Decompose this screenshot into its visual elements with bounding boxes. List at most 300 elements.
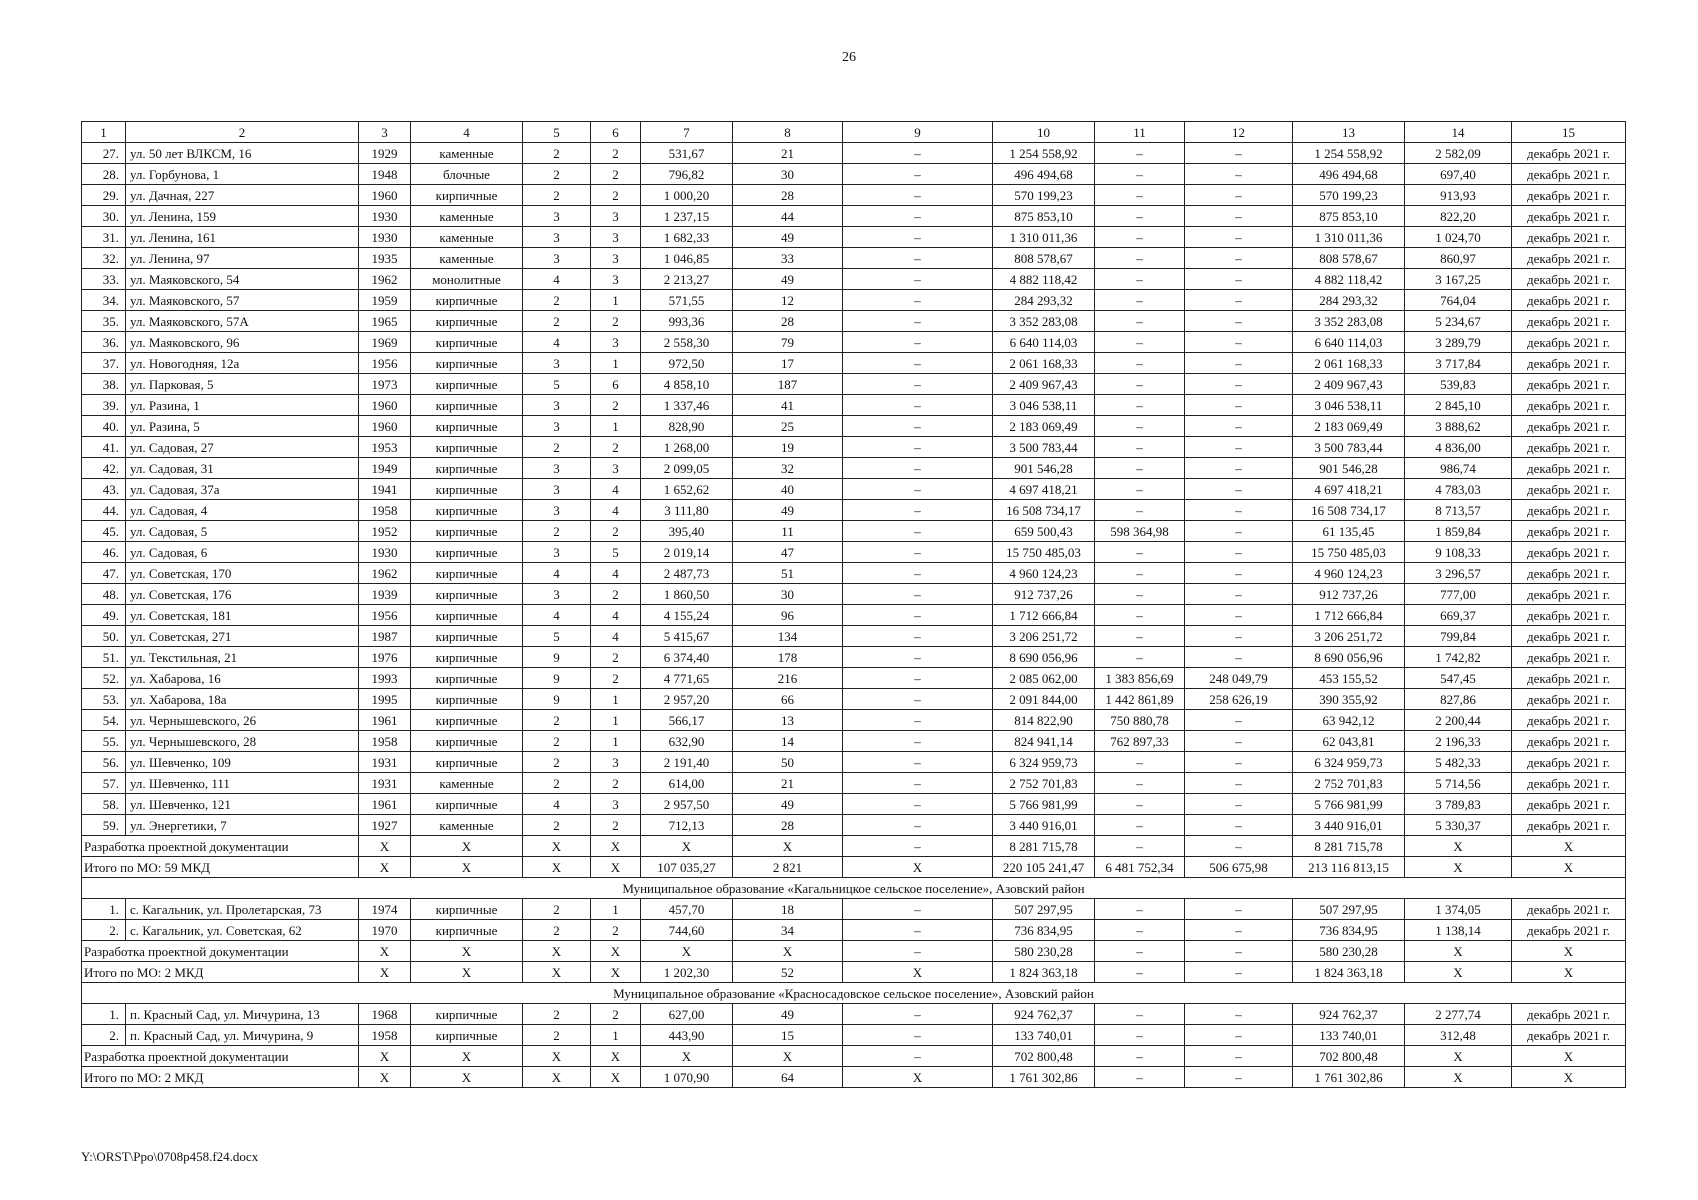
- table-cell: кирпичные: [411, 521, 523, 542]
- table-cell: 134: [733, 626, 843, 647]
- table-cell: 59.: [82, 815, 126, 836]
- table-cell: –: [1185, 773, 1293, 794]
- summary-cell: X: [1405, 1067, 1512, 1088]
- summary-cell: 64: [733, 1067, 843, 1088]
- table-cell: 34: [733, 920, 843, 941]
- summary-cell: 52: [733, 962, 843, 983]
- table-row: [82, 794, 1626, 815]
- table-cell: 912 737,26: [1293, 584, 1405, 605]
- table-cell: 2.: [82, 920, 126, 941]
- summary-cell: X: [359, 857, 411, 878]
- summary-cell: 107 035,27: [641, 857, 733, 878]
- table-row: [82, 185, 1626, 206]
- table-cell: 4: [523, 269, 591, 290]
- table-cell: кирпичные: [411, 689, 523, 710]
- table-cell: 2: [591, 1004, 641, 1025]
- table-cell: 2: [523, 185, 591, 206]
- table-cell: 258 626,19: [1185, 689, 1293, 710]
- address-cell: ул. Садовая, 31: [126, 458, 359, 479]
- table-row: [82, 143, 1626, 164]
- column-number-cell: 12: [1185, 122, 1293, 143]
- summary-cell: 580 230,28: [993, 941, 1095, 962]
- table-cell: 3 167,25: [1405, 269, 1512, 290]
- table-cell: 1: [591, 899, 641, 920]
- table-cell: 3 440 916,01: [993, 815, 1095, 836]
- table-cell: –: [843, 1025, 993, 1046]
- table-cell: 50: [733, 752, 843, 773]
- table-cell: 1 000,20: [641, 185, 733, 206]
- summary-cell: X: [359, 836, 411, 857]
- table-cell: –: [843, 353, 993, 374]
- table-cell: 1969: [359, 332, 411, 353]
- table-cell: 2: [591, 164, 641, 185]
- table-cell: 1961: [359, 794, 411, 815]
- table-cell: декабрь 2021 г.: [1512, 416, 1626, 437]
- table-row: [82, 416, 1626, 437]
- table-cell: 2: [523, 437, 591, 458]
- table-row: [82, 731, 1626, 752]
- table-cell: 901 546,28: [993, 458, 1095, 479]
- summary-cell: 1 824 363,18: [1293, 962, 1405, 983]
- table-cell: 1960: [359, 416, 411, 437]
- table-cell: 15: [733, 1025, 843, 1046]
- table-cell: 5: [523, 626, 591, 647]
- table-cell: 3: [591, 458, 641, 479]
- table-cell: 901 546,28: [1293, 458, 1405, 479]
- table-cell: декабрь 2021 г.: [1512, 227, 1626, 248]
- table-row: [82, 458, 1626, 479]
- summary-label: Итого по МО: 2 МКД: [82, 962, 359, 983]
- table-cell: –: [1185, 752, 1293, 773]
- table-cell: 9: [523, 689, 591, 710]
- table-cell: 2: [591, 668, 641, 689]
- table-cell: 2 957,20: [641, 689, 733, 710]
- summary-cell: X: [523, 941, 591, 962]
- summary-cell: 702 800,48: [993, 1046, 1095, 1067]
- table-cell: декабрь 2021 г.: [1512, 395, 1626, 416]
- address-cell: с. Кагальник, ул. Пролетарская, 73: [126, 899, 359, 920]
- table-cell: 1 682,33: [641, 227, 733, 248]
- table-cell: –: [1095, 899, 1185, 920]
- table-cell: 3 046 538,11: [1293, 395, 1405, 416]
- table-cell: декабрь 2021 г.: [1512, 143, 1626, 164]
- column-number-cell: 4: [411, 122, 523, 143]
- table-cell: 96: [733, 605, 843, 626]
- table-cell: 1961: [359, 710, 411, 731]
- table-cell: каменные: [411, 773, 523, 794]
- summary-cell: X: [591, 1067, 641, 1088]
- table-cell: 49: [733, 500, 843, 521]
- table-cell: –: [1095, 752, 1185, 773]
- table-cell: декабрь 2021 г.: [1512, 500, 1626, 521]
- table-cell: декабрь 2021 г.: [1512, 206, 1626, 227]
- table-cell: –: [1095, 290, 1185, 311]
- summary-cell: X: [591, 941, 641, 962]
- summary-cell: X: [411, 1067, 523, 1088]
- table-cell: 570 199,23: [1293, 185, 1405, 206]
- table-cell: 178: [733, 647, 843, 668]
- address-cell: ул. Шевченко, 111: [126, 773, 359, 794]
- table-cell: 744,60: [641, 920, 733, 941]
- table-cell: 38.: [82, 374, 126, 395]
- table-cell: 764,04: [1405, 290, 1512, 311]
- table-cell: 3 206 251,72: [1293, 626, 1405, 647]
- table-cell: –: [843, 710, 993, 731]
- table-cell: –: [1095, 395, 1185, 416]
- table-cell: 2 558,30: [641, 332, 733, 353]
- summary-cell: –: [1185, 1046, 1293, 1067]
- table-cell: 2: [591, 143, 641, 164]
- table-cell: 1956: [359, 353, 411, 374]
- table-row: [82, 563, 1626, 584]
- address-cell: ул. Хабарова, 16: [126, 668, 359, 689]
- table-cell: 5 234,67: [1405, 311, 1512, 332]
- table-cell: 1929: [359, 143, 411, 164]
- table-cell: –: [1095, 185, 1185, 206]
- column-number-row: [82, 122, 1626, 143]
- table-cell: –: [1095, 332, 1185, 353]
- table-row: [82, 206, 1626, 227]
- table-cell: 1960: [359, 185, 411, 206]
- table-cell: 736 834,95: [1293, 920, 1405, 941]
- table-cell: кирпичные: [411, 437, 523, 458]
- table-cell: 28: [733, 311, 843, 332]
- table-cell: 571,55: [641, 290, 733, 311]
- address-cell: ул. Новогодняя, 12а: [126, 353, 359, 374]
- table-cell: декабрь 2021 г.: [1512, 290, 1626, 311]
- table-cell: –: [1095, 437, 1185, 458]
- address-cell: ул. Ленина, 161: [126, 227, 359, 248]
- table-cell: 2: [523, 311, 591, 332]
- table-cell: 598 364,98: [1095, 521, 1185, 542]
- table-cell: 2 845,10: [1405, 395, 1512, 416]
- table-cell: –: [1185, 437, 1293, 458]
- table-cell: –: [1095, 353, 1185, 374]
- table-cell: 1939: [359, 584, 411, 605]
- table-cell: 924 762,37: [993, 1004, 1095, 1025]
- table-cell: 17: [733, 353, 843, 374]
- summary-cell: X: [843, 857, 993, 878]
- table-cell: 3 289,79: [1405, 332, 1512, 353]
- table-cell: 4 882 118,42: [1293, 269, 1405, 290]
- summary-row: [82, 1067, 1626, 1088]
- table-cell: кирпичные: [411, 542, 523, 563]
- address-cell: ул. Маяковского, 57А: [126, 311, 359, 332]
- table-cell: 2 752 701,83: [993, 773, 1095, 794]
- table-cell: декабрь 2021 г.: [1512, 332, 1626, 353]
- table-cell: 1 712 666,84: [993, 605, 1095, 626]
- table-cell: 2: [591, 521, 641, 542]
- table-cell: 11: [733, 521, 843, 542]
- table-cell: –: [1095, 920, 1185, 941]
- table-cell: 3: [591, 248, 641, 269]
- table-cell: декабрь 2021 г.: [1512, 794, 1626, 815]
- table-cell: кирпичные: [411, 731, 523, 752]
- table-cell: 4: [591, 563, 641, 584]
- table-cell: декабрь 2021 г.: [1512, 437, 1626, 458]
- column-number-cell: 15: [1512, 122, 1626, 143]
- table-cell: –: [843, 206, 993, 227]
- address-cell: ул. Советская, 271: [126, 626, 359, 647]
- table-cell: 9 108,33: [1405, 542, 1512, 563]
- table-cell: –: [843, 563, 993, 584]
- table-cell: 2: [523, 1025, 591, 1046]
- table-cell: 216: [733, 668, 843, 689]
- table-cell: 56.: [82, 752, 126, 773]
- table-cell: 3: [523, 353, 591, 374]
- table-cell: 1 024,70: [1405, 227, 1512, 248]
- address-cell: п. Красный Сад, ул. Мичурина, 9: [126, 1025, 359, 1046]
- table-cell: декабрь 2021 г.: [1512, 584, 1626, 605]
- table-cell: кирпичные: [411, 899, 523, 920]
- summary-cell: X: [641, 941, 733, 962]
- table-cell: –: [1185, 710, 1293, 731]
- table-cell: 47.: [82, 563, 126, 584]
- table-cell: 6 640 114,03: [1293, 332, 1405, 353]
- table-cell: 312,48: [1405, 1025, 1512, 1046]
- address-cell: ул. Ленина, 159: [126, 206, 359, 227]
- table-cell: 133 740,01: [1293, 1025, 1405, 1046]
- table-cell: блочные: [411, 164, 523, 185]
- table-cell: –: [843, 185, 993, 206]
- municipality-heading: Муниципальное образование «Кагальницкое сельское поселение», Азовский район: [82, 878, 1626, 899]
- table-cell: 632,90: [641, 731, 733, 752]
- table-cell: 1952: [359, 521, 411, 542]
- table-cell: декабрь 2021 г.: [1512, 542, 1626, 563]
- table-cell: 1 712 666,84: [1293, 605, 1405, 626]
- summary-cell: –: [1095, 836, 1185, 857]
- summary-cell: X: [523, 857, 591, 878]
- summary-cell: 1 070,90: [641, 1067, 733, 1088]
- summary-cell: X: [523, 836, 591, 857]
- table-cell: декабрь 2021 г.: [1512, 668, 1626, 689]
- table-cell: каменные: [411, 248, 523, 269]
- table-cell: 5 714,56: [1405, 773, 1512, 794]
- table-cell: 16 508 734,17: [993, 500, 1095, 521]
- table-cell: 1927: [359, 815, 411, 836]
- table-cell: 2: [523, 710, 591, 731]
- column-number-cell: 14: [1405, 122, 1512, 143]
- table-cell: 614,00: [641, 773, 733, 794]
- table-cell: 4 697 418,21: [1293, 479, 1405, 500]
- summary-cell: X: [641, 1046, 733, 1067]
- table-cell: –: [1095, 584, 1185, 605]
- table-cell: 32: [733, 458, 843, 479]
- address-cell: ул. Советская, 181: [126, 605, 359, 626]
- table-cell: –: [1185, 479, 1293, 500]
- table-cell: 49: [733, 794, 843, 815]
- address-cell: ул. Текстильная, 21: [126, 647, 359, 668]
- table-cell: 1987: [359, 626, 411, 647]
- table-cell: –: [1095, 374, 1185, 395]
- table-cell: –: [1095, 794, 1185, 815]
- table-cell: кирпичные: [411, 332, 523, 353]
- table-cell: –: [1185, 584, 1293, 605]
- table-cell: –: [1095, 143, 1185, 164]
- summary-cell: 1 202,30: [641, 962, 733, 983]
- table-cell: 1: [591, 416, 641, 437]
- table-cell: 1958: [359, 731, 411, 752]
- table-cell: 2: [591, 647, 641, 668]
- table-cell: кирпичные: [411, 458, 523, 479]
- table-cell: –: [1185, 185, 1293, 206]
- table-cell: декабрь 2021 г.: [1512, 479, 1626, 500]
- table-cell: 4: [591, 605, 641, 626]
- table-cell: 49: [733, 227, 843, 248]
- table-cell: 21: [733, 773, 843, 794]
- table-cell: 875 853,10: [993, 206, 1095, 227]
- summary-cell: X: [1512, 1046, 1626, 1067]
- address-cell: ул. Ленина, 97: [126, 248, 359, 269]
- table-cell: 1 860,50: [641, 584, 733, 605]
- table-cell: –: [843, 374, 993, 395]
- table-cell: 1 254 558,92: [1293, 143, 1405, 164]
- table-cell: 1: [591, 290, 641, 311]
- address-cell: ул. Горбунова, 1: [126, 164, 359, 185]
- table-cell: 5 415,67: [641, 626, 733, 647]
- table-cell: 9: [523, 647, 591, 668]
- table-cell: 2: [591, 395, 641, 416]
- table-cell: кирпичные: [411, 290, 523, 311]
- table-cell: 1 859,84: [1405, 521, 1512, 542]
- table-cell: 3 352 283,08: [1293, 311, 1405, 332]
- table-cell: –: [1095, 311, 1185, 332]
- summary-cell: X: [359, 962, 411, 983]
- table-cell: декабрь 2021 г.: [1512, 374, 1626, 395]
- summary-cell: 580 230,28: [1293, 941, 1405, 962]
- table-cell: 16 508 734,17: [1293, 500, 1405, 521]
- table-cell: 18: [733, 899, 843, 920]
- table-cell: 627,00: [641, 1004, 733, 1025]
- table-cell: 3: [591, 332, 641, 353]
- summary-cell: –: [1185, 1067, 1293, 1088]
- table-cell: декабрь 2021 г.: [1512, 563, 1626, 584]
- table-cell: 2 487,73: [641, 563, 733, 584]
- table-cell: 21: [733, 143, 843, 164]
- address-cell: ул. Шевченко, 121: [126, 794, 359, 815]
- address-cell: ул. Парковая, 5: [126, 374, 359, 395]
- table-cell: 4: [523, 563, 591, 584]
- table-cell: 33.: [82, 269, 126, 290]
- table-row: [82, 710, 1626, 731]
- table-cell: –: [1185, 794, 1293, 815]
- table-cell: 531,67: [641, 143, 733, 164]
- table-cell: 15 750 485,03: [993, 542, 1095, 563]
- table-body: [82, 122, 1626, 1088]
- table-cell: 3 717,84: [1405, 353, 1512, 374]
- table-cell: 986,74: [1405, 458, 1512, 479]
- address-cell: ул. Чернышевского, 28: [126, 731, 359, 752]
- table-cell: –: [1095, 1025, 1185, 1046]
- column-number-cell: 7: [641, 122, 733, 143]
- table-row: [82, 395, 1626, 416]
- summary-row: [82, 962, 1626, 983]
- table-cell: –: [843, 437, 993, 458]
- summary-cell: X: [359, 1046, 411, 1067]
- table-cell: 443,90: [641, 1025, 733, 1046]
- table-cell: 2 183 069,49: [993, 416, 1095, 437]
- table-cell: 2 582,09: [1405, 143, 1512, 164]
- table-cell: 62 043,81: [1293, 731, 1405, 752]
- table-cell: 1931: [359, 773, 411, 794]
- summary-cell: X: [411, 962, 523, 983]
- table-cell: –: [843, 899, 993, 920]
- table-cell: 3: [591, 269, 641, 290]
- table-cell: кирпичные: [411, 353, 523, 374]
- summary-cell: –: [843, 941, 993, 962]
- summary-row: [82, 836, 1626, 857]
- summary-cell: X: [1512, 857, 1626, 878]
- municipality-section-row: [82, 878, 1626, 899]
- table-row: [82, 374, 1626, 395]
- table-cell: 3: [523, 542, 591, 563]
- table-cell: 2 752 701,83: [1293, 773, 1405, 794]
- table-cell: –: [1185, 353, 1293, 374]
- column-number-cell: 8: [733, 122, 843, 143]
- table-cell: 659 500,43: [993, 521, 1095, 542]
- summary-cell: 6 481 752,34: [1095, 857, 1185, 878]
- table-cell: 14: [733, 731, 843, 752]
- table-cell: 1 254 558,92: [993, 143, 1095, 164]
- table-cell: 4 771,65: [641, 668, 733, 689]
- page-number: 26: [842, 50, 856, 65]
- table-cell: 19: [733, 437, 843, 458]
- table-cell: 1: [591, 1025, 641, 1046]
- summary-cell: X: [1512, 1067, 1626, 1088]
- table-cell: 2 409 967,43: [1293, 374, 1405, 395]
- table-cell: 496 494,68: [1293, 164, 1405, 185]
- table-cell: 2 091 844,00: [993, 689, 1095, 710]
- table-cell: 2: [523, 773, 591, 794]
- table-cell: 28: [733, 815, 843, 836]
- table-cell: 570 199,23: [993, 185, 1095, 206]
- summary-cell: 1 824 363,18: [993, 962, 1095, 983]
- summary-cell: –: [843, 836, 993, 857]
- table-cell: –: [843, 458, 993, 479]
- table-cell: 2: [523, 143, 591, 164]
- table-cell: кирпичные: [411, 920, 523, 941]
- table-cell: 3 440 916,01: [1293, 815, 1405, 836]
- table-cell: 5: [523, 374, 591, 395]
- summary-cell: 506 675,98: [1185, 857, 1293, 878]
- table-cell: 2 061 168,33: [1293, 353, 1405, 374]
- table-cell: 4: [523, 794, 591, 815]
- table-cell: –: [1095, 269, 1185, 290]
- table-row: [82, 164, 1626, 185]
- table-row: [82, 752, 1626, 773]
- table-cell: 3: [523, 458, 591, 479]
- table-cell: –: [843, 668, 993, 689]
- table-cell: –: [1095, 416, 1185, 437]
- table-cell: каменные: [411, 815, 523, 836]
- column-number-cell: 9: [843, 122, 993, 143]
- summary-cell: X: [411, 1046, 523, 1067]
- table-row: [82, 1025, 1626, 1046]
- table-cell: 1.: [82, 1004, 126, 1025]
- table-cell: 1960: [359, 395, 411, 416]
- table-cell: 3: [523, 395, 591, 416]
- address-cell: п. Красный Сад, ул. Мичурина, 13: [126, 1004, 359, 1025]
- table-cell: 58.: [82, 794, 126, 815]
- table-cell: декабрь 2021 г.: [1512, 752, 1626, 773]
- table-cell: 828,90: [641, 416, 733, 437]
- table-row: [82, 920, 1626, 941]
- table-cell: 566,17: [641, 710, 733, 731]
- table-cell: –: [1185, 647, 1293, 668]
- table-cell: 736 834,95: [993, 920, 1095, 941]
- table-cell: декабрь 2021 г.: [1512, 248, 1626, 269]
- table-cell: кирпичные: [411, 794, 523, 815]
